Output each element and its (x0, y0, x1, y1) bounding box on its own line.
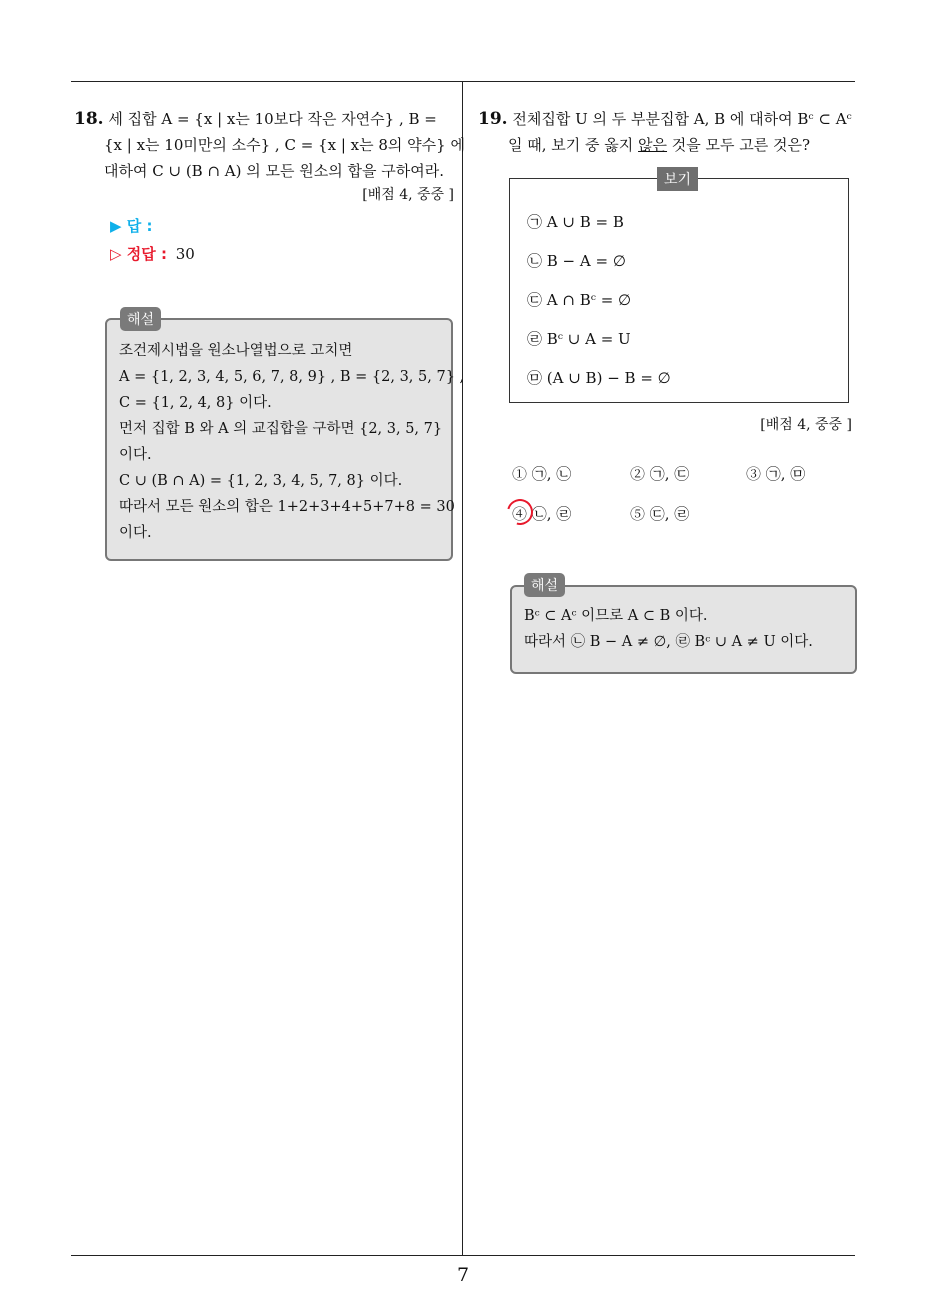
bogi-tag: 보기 (657, 167, 698, 191)
question-text-part: 것을 모두 고른 것은? (667, 136, 811, 154)
question-18 (74, 106, 465, 204)
correct-answer-row (110, 240, 195, 268)
choice-4[interactable]: ④ ㉡, ㉣ (512, 505, 572, 523)
points-label: [배점 4, 중중 ] (760, 417, 852, 433)
question-text: 세 집합 A = {x | x는 10보다 작은 자연수} , B = (108, 110, 437, 128)
bogi-item: ㉣ Bᶜ ∪ A = U (527, 330, 631, 348)
correct-answer-value: 30 (175, 245, 195, 263)
column-divider (462, 81, 463, 1256)
question-text: 전체집합 U 의 두 부분집합 A, B 에 대하여 Bᶜ ⊂ Aᶜ (512, 110, 852, 128)
solution-line: 먼저 집합 B 와 A 의 교집합을 구하면 {2, 3, 5, 7} (119, 421, 443, 437)
solution-line: 조건제시법을 원소나열법으로 고치면 (119, 343, 353, 359)
points-label: [배점 4, 중중 ] (362, 187, 454, 203)
underlined-keyword: 않은 (638, 136, 668, 154)
solution-line: 따라서 모든 원소의 합은 1+2+3+4+5+7+8 = 30 (119, 499, 455, 515)
choice-3[interactable]: ③ ㉠, ㉤ (746, 465, 806, 483)
bottom-rule (71, 1255, 855, 1256)
question-19 (478, 106, 858, 158)
bogi-item: ㉢ A ∩ Bᶜ = ∅ (527, 291, 632, 309)
page-number: 7 (456, 1264, 470, 1286)
answer-label: ▶ 답 : (110, 217, 153, 235)
solution-box-19 (510, 585, 857, 674)
solution-tag-19: 해설 (524, 573, 565, 597)
question-18-line2: {x | x는 10미만의 소수} , C = {x | x는 8의 약수} 에 (104, 136, 465, 154)
question-number: 18. (74, 109, 104, 129)
question-18-line1 (74, 106, 454, 132)
choice-5[interactable]: ⑤ ㉢, ㉣ (630, 505, 690, 523)
bogi-item: ㉠ A ∪ B = B (527, 213, 624, 231)
solution-line: Bᶜ ⊂ Aᶜ 이므로 A ⊂ B 이다. (524, 608, 708, 624)
top-rule (71, 81, 855, 82)
bogi-box (509, 178, 849, 403)
solution-tag-18: 해설 (120, 307, 161, 331)
question-19-line2 (478, 132, 858, 158)
bogi-item: ㉡ B − A = ∅ (527, 252, 626, 270)
solution-line: 이다. (119, 447, 152, 463)
solution-line: 따라서 ㉡ B − A ≠ ∅, ㉣ Bᶜ ∪ A ≠ U 이다. (524, 634, 813, 650)
choice-2[interactable]: ② ㉠, ㉢ (630, 465, 690, 483)
solution-text-18 (119, 338, 465, 546)
answer-circle-mark (502, 494, 538, 530)
correct-answer-label: ▷ 정답 : (110, 245, 167, 263)
question-number: 19. (478, 109, 508, 129)
solution-line: C ∪ (B ∩ A) = {1, 2, 3, 4, 5, 7, 8} 이다. (119, 473, 403, 489)
solution-line: 이다. (119, 525, 152, 541)
solution-line: C = {1, 2, 4, 8} 이다. (119, 395, 272, 411)
solution-box-18 (105, 318, 465, 561)
solution-line: A = {1, 2, 3, 4, 5, 6, 7, 8, 9} , B = {2, 3, 5, 7} , (119, 369, 465, 385)
choice-1[interactable]: ① ㉠, ㉡ (512, 465, 572, 483)
question-text-part: 일 때, 보기 중 옳지 (508, 136, 639, 154)
bogi-item: ㉤ (A ∪ B) − B = ∅ (527, 369, 671, 387)
solution-text-19 (524, 603, 854, 655)
question-18-line3: 대하여 C ∪ (B ∩ A) 의 모든 원소의 합을 구하여라. (104, 162, 444, 180)
question-19-line1 (478, 106, 858, 132)
